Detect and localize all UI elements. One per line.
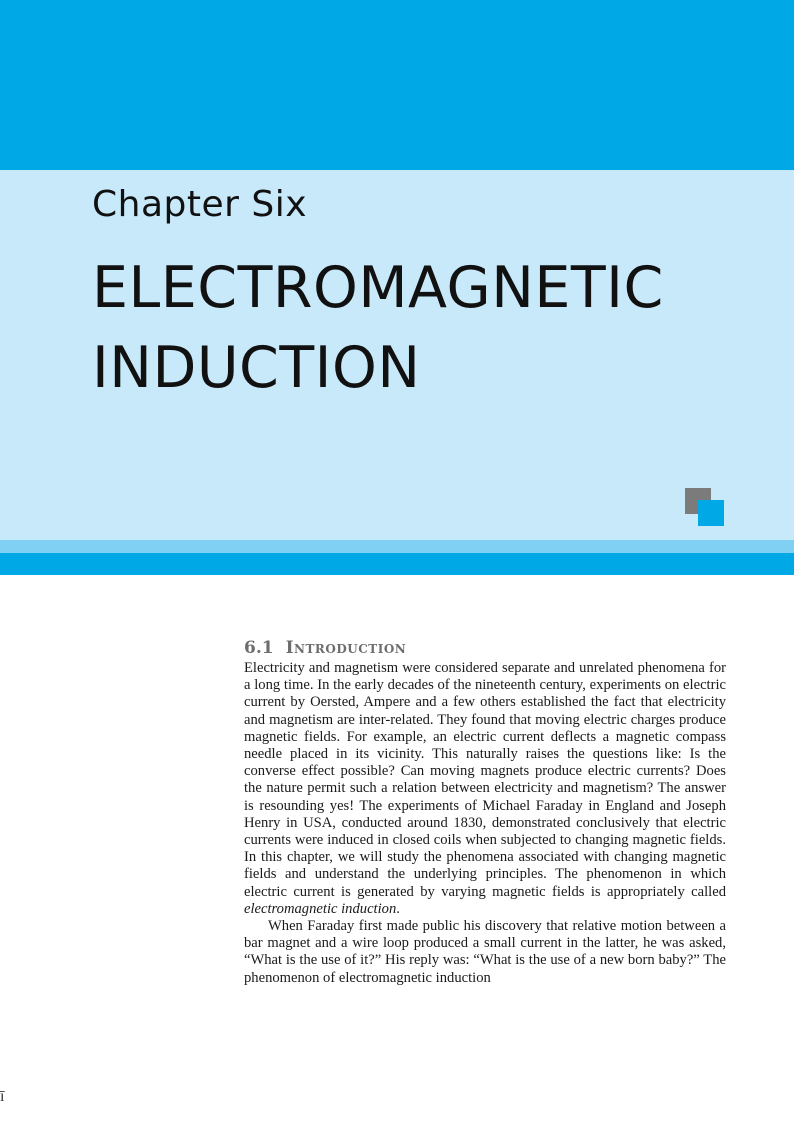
decorative-blue-square-icon bbox=[698, 500, 724, 526]
header-top-band bbox=[0, 0, 794, 170]
section-number: 6.1 bbox=[244, 638, 274, 658]
chapter-title-line-2: INDUCTION bbox=[92, 335, 421, 401]
paragraph-text: When Faraday first made public his discovery that relative motion between a bar magnet and a wire loop produced a small current in the latter, he was asked, “What is the use of it?” His reply was: “What is the use of a new born baby?” The phenomenon of electromagnetic induction bbox=[244, 918, 726, 986]
chapter-label: Chapter Six bbox=[92, 184, 308, 225]
chapter-title-line-1: ELECTROMAGNETIC bbox=[92, 255, 664, 321]
section-title: Introduction bbox=[285, 638, 407, 658]
header-light-strip bbox=[0, 540, 794, 553]
paragraph bbox=[244, 660, 726, 918]
header-dark-strip bbox=[0, 553, 794, 575]
paragraph bbox=[244, 918, 726, 987]
page-mark: ī bbox=[0, 1088, 5, 1105]
body-text bbox=[244, 660, 726, 987]
section-heading bbox=[244, 630, 406, 659]
paragraph-text: Electricity and magnetism were considered separate and unrelated phenomena for a long time. In the early decades of the nineteenth century, experiments on electric current by Oersted, Ampere and a few others established the fact that electricity and magnetism are inter-related. They found that moving electric charges produce magnetic fields. For example, an electric current deflects a magnetic compass needle placed in its vicinity. This naturally raises the questions like: Is the converse effect possible? Can moving magnets produce electric currents? Does the nature permit such a relation between electricity and magnetism? The answer is resounding yes! The experiments of Michael Faraday in England and Joseph Henry in USA, conducted around 1830, demonstrated conclusively that electric currents were induced in closed coils when subjected to changing magnetic fields. In this chapter, we will study the phenomena associated with changing magnetic fields and understand the underlying principles. The phenomenon in which electric current is generated by varying magnetic fields is appropriately called bbox=[244, 660, 726, 900]
chapter-title bbox=[92, 248, 664, 408]
key-term: electromagnetic induction bbox=[244, 900, 397, 917]
paragraph-end: . bbox=[396, 900, 400, 917]
